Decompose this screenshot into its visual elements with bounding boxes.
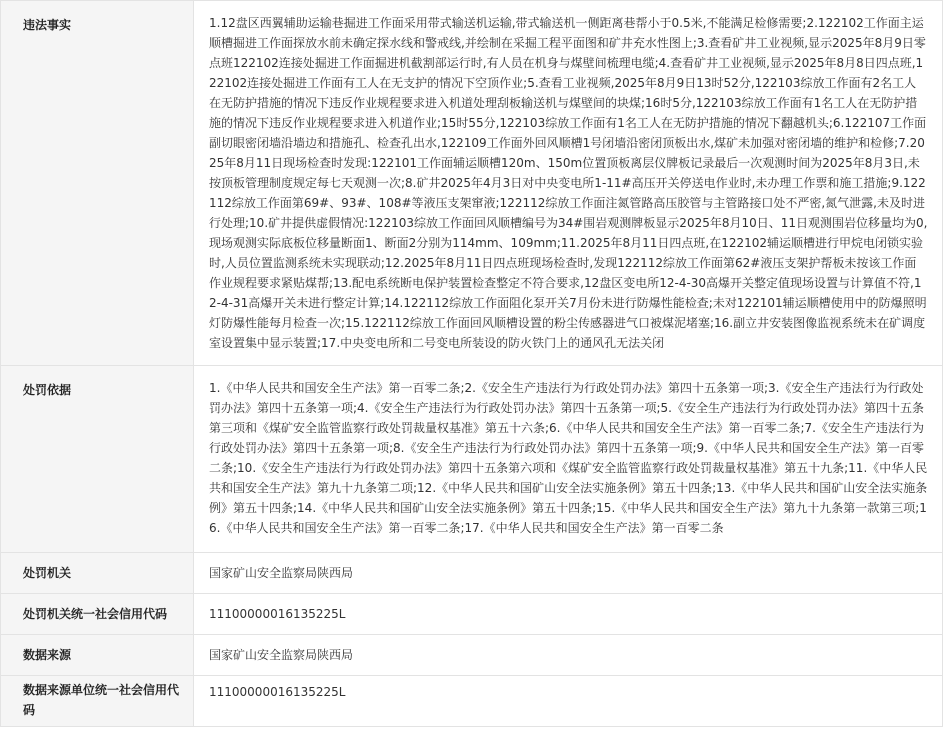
label-cell [1, 676, 194, 727]
row-label: 违法事实 [23, 18, 72, 32]
table-row-data-source [1, 635, 943, 676]
value-cell [194, 553, 943, 594]
table-row-penalty-basis [1, 366, 943, 553]
penalty-basis-text: 1.《中华人民共和国安全生产法》第一百零二条;2.《安全生产违法行为行政处罚办法》第四十五条第一项;3.《安全生产违法行为行政处罚办法》第四十五条第一项;4.《安全生产违法行为行政处罚办法》第四十五条第一项;5.《安全生产违法行为行政处罚办法》第四十五条第三项和《煤矿安全监管监察行政处罚裁量权基准》第五十六条;6.《中华人民共和国安全生产法》第一百零二条;7.《安全生产违法行为行政处罚办法》第四十五条第一项;8.《安全生产违法行为行政处罚办法》第四十五条第一项;9.《中华人民共和国安全生产法》第一百零二条;10.《安全生产违法行为行政处罚办法》第四十五条第六项和《煤矿安全监管监察行政处罚裁量权基准》第五十九条;11.《中华人民共和国安全生产法》第九十九条第二项;12.《中华人民共和国矿山安全法实施条例》第五十四条;13.《中华人民共和国矿山安全法实施条例》第五十四条;14.《中华人民共和国矿山安全法实施条例》第五十四条;15.《中华人民共和国安全生产法》第九十九条第一款第三项;16.《中华人民共和国安全生产法》第一百零二条;17.《中华人民共和国安全生产法》第一百零二条 [209, 381, 928, 535]
violation-facts-text: 1.12盘区西翼辅助运输巷掘进工作面采用带式输送机运输,带式输送机一侧距离巷帮小于0.5米,不能满足检修需要;2.122102工作面主运顺槽掘进工作面探放水前未确定探水线和警戒线,并绘制在采掘工程平面图和矿井充水性图上;3.查看矿井工业视频,显示2025年8月9日零点班122102连接处掘进工作面掘进机截割部运行时,有人员在机身与煤壁间梳理电缆;4.查看矿井工业视频,显示2025年8月8日四点班,122102连接处掘进工作面有工人在无支护的情况下空顶作业;5.查看工业视频,2025年8月9日13时52分,122103综放工作面有2名工人在无防护措施的情况下违反作业规程要求进入机道处理刮板输送机与煤壁间的块煤;16时5分,122103综放工作面有1名工人在无防护措施的情况下违反作业规程要求进入机道作业;15时55分,122103综放工作面有1名工人在无防护措施的情况下翻越机头;6.122107工作面副切眼密闭墙沿墙边和措施孔、检查孔出水,122109工作面外回风顺槽1号闭墙沿密闭顶板出水,煤矿未加强对密闭墙的维护和检修;7.2025年8月11日现场检查时发现:122101工作面辅运顺槽120m、150m位置顶板离层仪牌板记录最后一次观测时间为2025年8月3日,未按顶板管理制度规定每七天观测一次;8.矿井2025年4月3日对中央变电所1-11#高压开关停送电作业时,未办理工作票和施工措施;9.122112综放工作面第69#、93#、108#等液压支架窜液;122112综放工作面注氮管路高压胶管与主管路接口处不严密,氮气泄露,未及时进行处理;10.矿井提供虚假情况:122103综放工作面回风顺槽编号为34#围岩观测牌板显示2025年8月10日、11日观测围岩位移量均为0,现场观测实际底板位移量断面1、断面2分别为114mm、109mm;11.2025年8月11日四点班,在122102辅运顺槽进行甲烷电闭锁实验时,人员位置监测系统未实现联动;12.2025年8月11日四点班现场检查时,发现122112综放工作面第62#液压支架护帮板未按该工作面作业规程要求紧贴煤帮;13.配电系统断电保护装置检查整定不符合要求,12盘区变电所12-4-30高爆开关整定值现场设置与计算值不符,12-4-31高爆开关未进行整定计算;14.122112综放工作面阻化泵开关7月份未进行防爆性能检查;未对122101辅运顺槽使用中的防爆照明灯防爆性能每月检查一次;15.122112综放工作面回风顺槽设置的粉尘传感器进气口被煤泥堵塞;16.副立井安装图像监视系统未在矿调度室设置集中显示装置;17.中央变电所和二号变电所装设的防火铁门上的通风孔无法关闭 [209, 16, 928, 350]
row-label: 处罚机关 [23, 566, 72, 580]
authority-credit-code-text: 11100000016135225L [209, 607, 346, 621]
row-label: 数据来源单位统一社会信用代码 [23, 683, 180, 717]
value-cell [194, 676, 943, 727]
value-cell [194, 366, 943, 553]
row-label: 数据来源 [23, 648, 72, 662]
table-row-penalty-authority [1, 553, 943, 594]
value-cell [194, 594, 943, 635]
row-label: 处罚机关统一社会信用代码 [23, 607, 168, 621]
table-row-authority-credit-code [1, 594, 943, 635]
penalty-authority-text: 国家矿山安全监察局陕西局 [209, 566, 354, 580]
label-cell [1, 553, 194, 594]
label-cell [1, 635, 194, 676]
label-cell [1, 594, 194, 635]
row-label: 处罚依据 [23, 383, 72, 397]
source-credit-code-text: 11100000016135225L [209, 685, 346, 699]
table-row-source-credit-code [1, 676, 943, 727]
data-source-text: 国家矿山安全监察局陕西局 [209, 648, 354, 662]
value-cell [194, 635, 943, 676]
value-cell [194, 1, 943, 366]
table-row-violation-facts [1, 1, 943, 366]
label-cell [1, 1, 194, 366]
label-cell [1, 366, 194, 553]
